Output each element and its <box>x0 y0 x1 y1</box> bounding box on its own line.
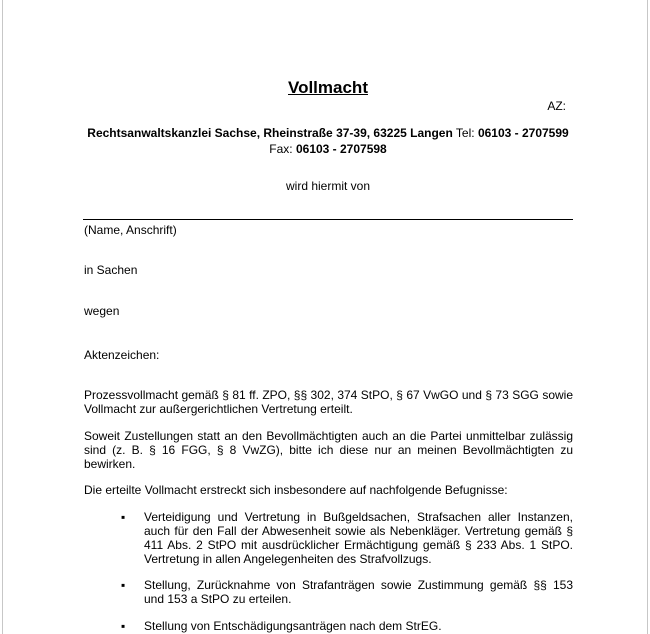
tel-value: 06103 - 2707599 <box>477 126 569 140</box>
tel-label: Tel: <box>455 126 475 140</box>
firm-line-2 <box>3 141 648 157</box>
firm-header <box>3 125 648 157</box>
bullet-marker: ▪ <box>121 578 126 592</box>
fax-label: Fax: <box>269 142 293 156</box>
firm-name: Rechtsanwaltskanzlei Sachse, Rheinstraße 37-39, 63225 Langen <box>87 126 453 140</box>
document-title: Vollmacht <box>288 78 368 97</box>
list-item: Stellung von Entschädigungsanträgen nach dem StrEG. <box>144 619 442 633</box>
paragraph-zustellungen: Soweit Zustellungen statt an den Bevollmächtigten auch an die Partei unmittelbar zulässig sind (z. B. § 16 FGG, § 8 VwZG), bitte ich diese nur an meinen Bevollmächtigten zu bewirken. <box>84 429 573 471</box>
granted-by-text: wird hiermit von <box>285 179 371 193</box>
wegen-label: wegen <box>84 304 120 318</box>
fax-value: 06103 - 2707598 <box>295 142 387 156</box>
list-item: Stellung, Zurücknahme von Strafanträgen sowie Zustimmung gemäß §§ 153 und 153 a StPO zu erteilen. <box>144 578 573 606</box>
bullet-marker: ▪ <box>121 510 126 524</box>
az-label: AZ: <box>547 99 566 113</box>
name-address-label: (Name, Anschrift) <box>84 223 177 237</box>
document-page <box>2 0 648 634</box>
bullet-marker: ▪ <box>121 619 126 633</box>
paragraph-prozessvollmacht: Prozessvollmacht gemäß § 81 ff. ZPO, §§ 302, 374 StPO, § 67 VwGO und § 73 SGG sowie Vollmacht zur außergerichtlichen Vertretung erteilt. <box>84 388 573 416</box>
in-sachen-label: in Sachen <box>84 263 138 277</box>
aktenzeichen-label: Aktenzeichen: <box>84 348 160 362</box>
firm-line-1 <box>3 125 648 141</box>
list-item: Verteidigung und Vertretung in Bußgeldsachen, Strafsachen aller Instanzen, auch für den Fall der Abwesenheit sowie als Nebenkläger. Vertretung gemäß § 411 Abs. 2 StPO mit ausdrücklicher Ermächtigung gemäß § 233 Abs. 1 StPO. Vertretung in allen Angelegenheiten des Strafvollzugs. <box>144 510 573 566</box>
paragraph-befugnisse: Die erteilte Vollmacht erstreckt sich insbesondere auf nachfolgende Befugnisse: <box>84 483 508 497</box>
signature-line <box>83 219 573 220</box>
